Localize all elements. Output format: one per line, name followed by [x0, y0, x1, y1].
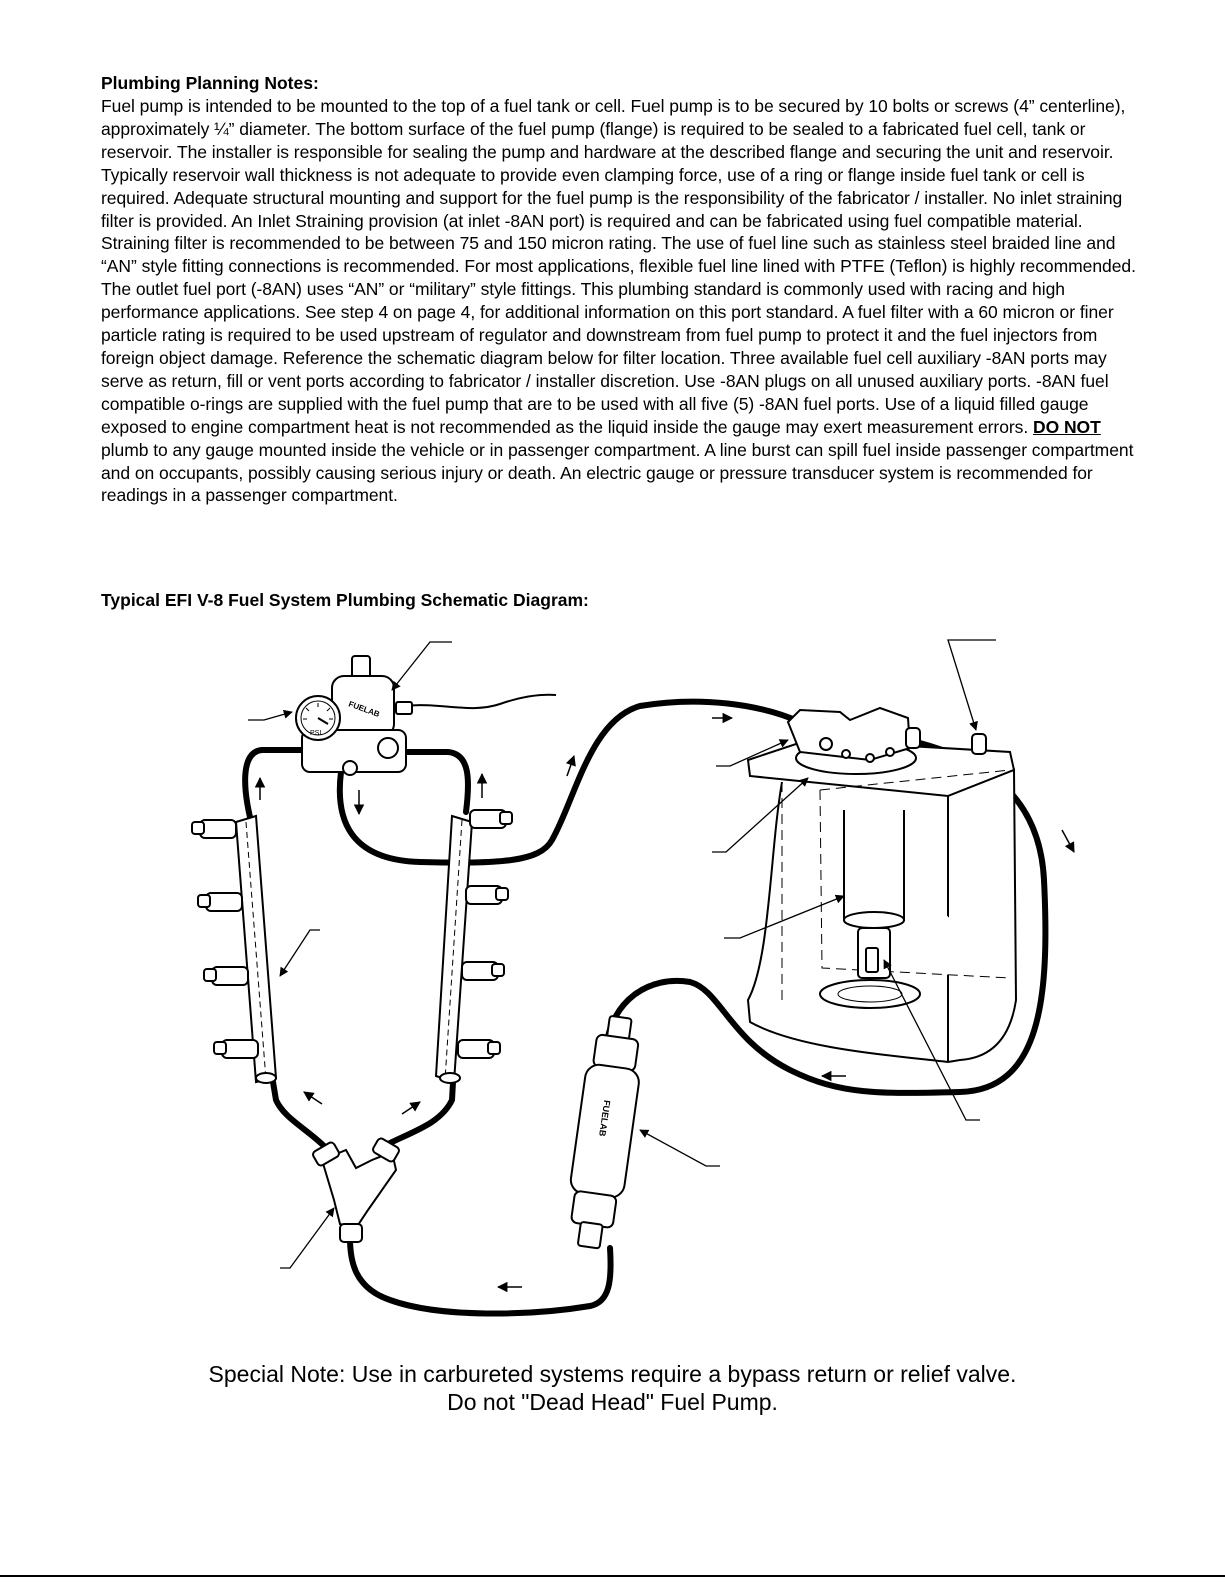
special-note-line-2: Do not "Dead Head" Fuel Pump. — [447, 1389, 778, 1415]
flow-arrow — [567, 756, 574, 776]
fuel-filter — [562, 1013, 648, 1250]
injector — [458, 1040, 500, 1058]
y-block-fitting — [312, 1137, 401, 1242]
injector — [462, 962, 504, 980]
fuel-line-y-to-right-rail — [380, 1082, 453, 1148]
regulator-brand: FUELAB — [347, 699, 381, 719]
notes-text-part2: plumb to any gauge mounted inside the vehicle or in passenger compartment. A line burst can spill fuel inside passenger compartment and on occupants, possibly causing serious injury or death. An electric gauge or pressure transducer system is recommended for readings in a passenger compartment. — [101, 439, 1134, 506]
pressure-gauge — [296, 696, 340, 740]
filter-brand: FUELAB — [597, 1099, 613, 1137]
diagram-heading: Typical EFI V-8 Fuel System Plumbing Schematic Diagram: — [101, 590, 589, 610]
do-not-emphasis: DO NOT — [1033, 416, 1101, 437]
injector — [192, 820, 236, 838]
return-line-regulator-to-pump — [340, 702, 800, 863]
fuel-pump-head — [788, 708, 920, 774]
fuel-line-y-to-left-rail — [273, 1082, 330, 1152]
injector — [204, 967, 248, 985]
injector — [470, 810, 512, 828]
page-bottom-rule — [0, 1575, 1225, 1577]
injector — [466, 886, 508, 904]
notes-heading: Plumbing Planning Notes: — [101, 73, 319, 93]
notes-text-part1: Fuel pump is intended to be mounted to the top of a fuel tank or cell. Fuel pump is to be secured by 10 bolts or screws (4” centerline), approximately ¼” diameter. The bottom surface of the fuel pump (flange) is required to be sealed to a fabricated fuel cell, tank or reservoir. The installer is responsible for sealing the pump and hardware at the described flange and securing the unit and reservoir. Typically reservoir wall thickness is not adequate to provide even clamping force, use of a ring or flange inside fuel tank or cell is required. Adequate structural mounting and support for the fuel pump is the responsibility of the fabricator / installer. No inlet straining filter is provided. An Inlet Straining provision (at inlet -8AN port) is required and can be fabricated using fuel compatible material. Straining filter is recommended to be between 75 and 150 micron rating. The use of fuel line such as stainless steel braided line and “AN” style fitting connections is recommended. For most applications, flexible fuel line lined with PTFE (Teflon) is highly recommended. The outlet fuel port (-8AN) uses “AN” or “military” style fittings. This plumbing standard is commonly used with racing and high performance applications. See step 4 on page 4, for additional information on this port standard. A fuel filter with a 60 micron or finer particle rating is required to be used upstream of regulator and downstream from fuel pump to protect it and the fuel injectors from foreign object damage. Reference the schematic diagram below for filter location. Three available fuel cell auxiliary -8AN ports may serve as return, fill or vent ports according to fabricator / installer discretion. Use -8AN plugs on all unused auxiliary ports. -8AN fuel compatible o-rings are supplied with the fuel pump that are to be used with all five (5) -8AN fuel ports. Use of a liquid filled gauge exposed to engine compartment heat is not recommended as the liquid inside the gauge may exert measurement errors. — [101, 96, 1136, 437]
flow-arrow — [402, 1102, 420, 1114]
flow-arrow — [1062, 830, 1074, 852]
fuel-line-filter-to-y-block — [350, 1238, 611, 1314]
special-note-line-1: Special Note: Use in carbureted systems require a bypass return or relief valve. — [208, 1361, 1017, 1387]
vacuum-reference-line — [405, 695, 556, 708]
gauge-psi-label: PSI — [310, 730, 322, 737]
injector — [214, 1040, 258, 1058]
injector — [198, 893, 242, 911]
flow-arrow — [304, 1092, 322, 1104]
